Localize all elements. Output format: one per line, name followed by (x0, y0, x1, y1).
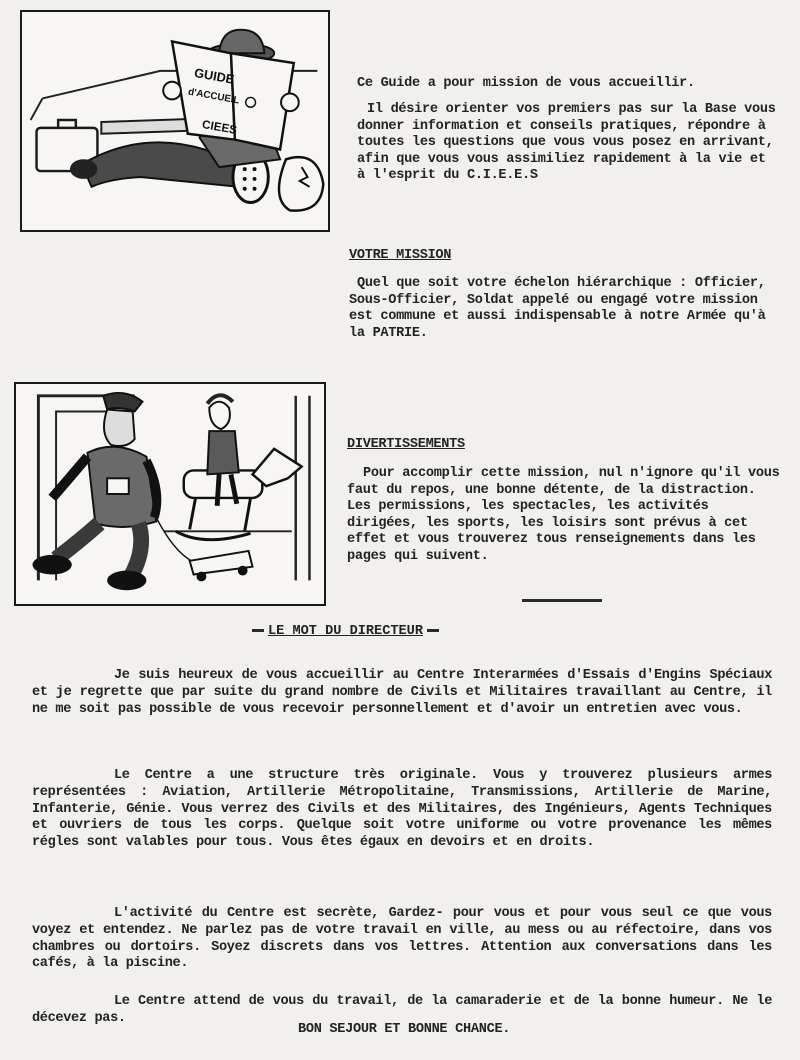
closing-line: BON SEJOUR ET BONNE CHANCE. (298, 1022, 511, 1037)
divertissements-heading: DIVERTISSEMENTS (347, 437, 465, 452)
reader-drawing (22, 12, 328, 230)
section-separator (522, 599, 602, 602)
book-label-ciees: CIEES (200, 118, 239, 137)
director-paragraph-1: Je suis heureux de vous accueillir au Centre Interarmées d'Essais d'Engins Spéciaux et je regrette que par suite du grand nombre de Civils et Militaires travaillant au Centre, il ne me soit pas possible de vous recevoir personnellement et d'avoir un entretien avec vous. (32, 668, 772, 717)
rocking-horse-icon (176, 395, 302, 539)
director-paragraph-4: Le Centre attend de vous du travail, de la camaraderie et de la bonne humeur. Ne le décevez pas. (32, 994, 772, 1026)
director-title-text: LE MOT DU DIRECTEUR (268, 624, 423, 639)
toy-wagon-icon (190, 551, 253, 581)
bag-icon (279, 157, 323, 211)
intro-mission-line: Ce Guide a pour mission de vous accueillir. (357, 76, 695, 91)
dash-left (252, 629, 264, 632)
soldier-drawing (16, 384, 324, 604)
director-heading (248, 624, 443, 639)
illustration-reader (20, 10, 330, 232)
soldier-icon (33, 393, 157, 590)
book-label-accueil: d'ACCUEIL (187, 86, 241, 107)
divertissements-body: Pour accomplir cette mission, nul n'ignore qu'il vous faut du repos, une bonne détente, de la distraction. Les permissions, les spectacles, les activités dirigées, les sports, les loisirs sont prévus à cet effet et vous trouverez tous renseignements dans les pages qui suivent. (347, 466, 788, 564)
book-label-guide: GUIDE (193, 64, 236, 87)
dash-right (427, 629, 439, 632)
director-paragraph-3: L'activité du Centre est secrète, Gardez- pour vous et pour vous seul ce que vous voyez et entendez. Ne parlez pas de votre travail en ville, au mess ou au réfectoire, dans vos chambres ou dortoirs. Soyez discrets dans vos lettres. Attention aux conversations dans les cafés, à la piscine. (32, 906, 772, 972)
guide-book-icon (172, 41, 294, 149)
intro-paragraph: Il désire orienter vos premiers pas sur la Base vous donner information et conseils pratiques, répondre à toutes les questions que vous vous posez en arrivant, afin que vous vous assimiliez rapidement à la vie et à l'esprit du C.I.E.E.S (357, 102, 784, 184)
mission-body: Quel que soit votre échelon hiérarchique : Officier, Sous-Officier, Soldat appelé ou engagé votre mission est commune et aussi indispensable à notre Armée qu'à la PATRIE. (349, 276, 774, 341)
mission-heading: VOTRE MISSION (349, 248, 452, 263)
director-paragraph-2: Le Centre a une structure très originale. Vous y trouverez plusieurs armes représentées : Aviation, Artillerie Métropolitaine, Transmissions, Artillerie de Marine, Infanterie, Génie. Vous verrez des Civils et des Militaires, des Ingénieurs, Agents Techniques et ouvriers de tous les corps. Quelque soit votre uniforme ou votre provenance les mêmes régles sont valables pour tous. Vous êtes égaux en devoirs et en droits. (32, 768, 772, 851)
illustration-soldier (14, 382, 326, 606)
